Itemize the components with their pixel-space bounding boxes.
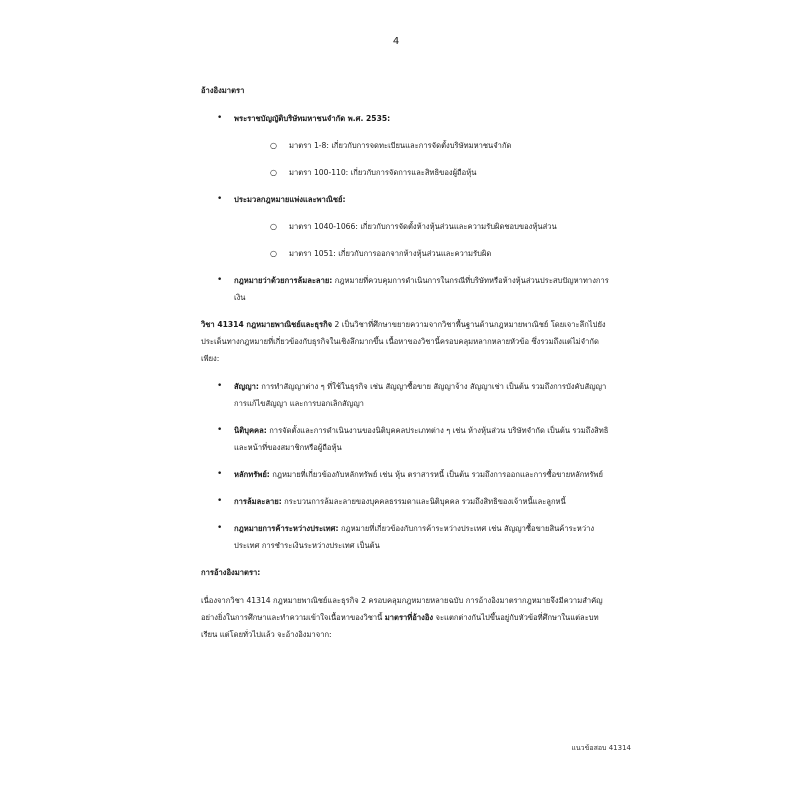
bullet-icon: •: [217, 194, 223, 204]
law-title: พระราชบัญญัติบริษัทมหาชนจำกัด พ.ศ. 2535:: [234, 114, 391, 123]
sub-list-item: [234, 218, 613, 235]
section-heading-references: อ้างอิงมาตรา: [201, 86, 245, 95]
topic-title: นิติบุคคล:: [234, 426, 267, 435]
page-content: [201, 82, 613, 654]
sub-item-text: มาตรา 1051: เกี่ยวกับการออกจากห้างหุ้นส่วนและความรับผิด: [289, 249, 492, 258]
circle-bullet-icon: ○: [270, 141, 277, 150]
circle-bullet-icon: ○: [270, 222, 277, 231]
course-intro-paragraph: [201, 316, 613, 367]
sub-list: [234, 218, 613, 262]
sub-list-item: [234, 137, 613, 154]
citation-text-end: จะแตกต่างกันไปขึ้นอยู่กับหัวข้อที่ศึกษาในแต่ละบทเรียน แต่โดยทั่วไปแล้ว จะอ้างอิงมาจาก:: [201, 613, 599, 639]
bullet-icon: •: [217, 425, 223, 435]
bullet-icon: •: [217, 275, 223, 285]
list-item: [201, 110, 613, 181]
bullet-icon: •: [217, 523, 223, 533]
sub-list-item: [234, 245, 613, 262]
list-item: [201, 422, 613, 456]
course-name: วิชา 41314 กฎหมายพาณิชย์และธุรกิจ: [201, 320, 333, 329]
sub-list-item: [234, 164, 613, 181]
sub-list: [234, 137, 613, 181]
citation-text: เนื่องจากวิชา 41314 กฎหมายพาณิชย์และธุรกิจ 2 ครอบคลุมกฎหมายหลายฉบับ การอ้างอิงมาตรากฎหมายจึงมีความสำคัญอย่างยิ่งในการศึกษาและทำความเข้าใจเนื้อหาของวิชานี้: [201, 596, 603, 622]
page-footer: แนวข้อสอบ 41314: [571, 744, 631, 752]
section-heading-citation: การอ้างอิงมาตรา:: [201, 568, 261, 577]
circle-bullet-icon: ○: [270, 168, 277, 177]
topic-description: กฎหมายที่เกี่ยวข้องกับการค้าระหว่างประเทศ เช่น สัญญาซื้อขายสินค้าระหว่างประเทศ การชำระเงินระหว่างประเทศ เป็นต้น: [234, 524, 595, 550]
law-title: ประมวลกฎหมายแพ่งและพาณิชย์:: [234, 195, 346, 204]
topics-list: [201, 378, 613, 554]
bullet-icon: •: [217, 113, 223, 123]
list-item: [201, 466, 613, 483]
law-references-list: [201, 110, 613, 306]
circle-bullet-icon: ○: [270, 249, 277, 258]
topic-title: การล้มละลาย:: [234, 497, 282, 506]
sub-item-text: มาตรา 100-110: เกี่ยวกับการจัดการและสิทธิของผู้ถือหุ้น: [289, 168, 477, 177]
list-item: [201, 191, 613, 262]
topic-description: กระบวนการล้มละลายของบุคคลธรรมดาและนิติบุคคล รวมถึงสิทธิของเจ้าหนี้และลูกหนี้: [281, 497, 566, 506]
course-intro-text: 2 เป็นวิชาที่ศึกษาขยายความจากวิชาพื้นฐานด้านกฎหมายพาณิชย์ โดยเจาะลึกไปยังประเด็นทางกฎหมายที่เกี่ยวข้องกับธุรกิจในเชิงลึกมากขึ้น เนื้อหาของวิชานี้ครอบคลุมหลากหลายหัวข้อ ซึ่งรวมถึงแต่ไม่จำกัดเพียง:: [201, 320, 606, 363]
citation-emphasis: มาตราที่อ้างอิง: [384, 613, 434, 622]
bullet-icon: •: [217, 381, 223, 391]
topic-description: กฎหมายที่เกี่ยวข้องกับหลักทรัพย์ เช่น หุ้น ตราสารหนี้ เป็นต้น รวมถึงการออกและการซื้อขายหลักทรัพย์: [269, 470, 603, 479]
topic-title: หลักทรัพย์:: [234, 470, 270, 479]
bullet-icon: •: [217, 496, 223, 506]
list-item: [201, 272, 613, 306]
topic-title: สัญญา:: [234, 382, 259, 391]
topic-description: การทำสัญญาต่าง ๆ ที่ใช้ในธุรกิจ เช่น สัญญาซื้อขาย สัญญาจ้าง สัญญาเช่า เป็นต้น รวมถึงการบังคับสัญญา การแก้ไขสัญญา และการบอกเลิกสัญญา: [234, 382, 607, 408]
list-item: [201, 493, 613, 510]
law-title: กฎหมายว่าด้วยการล้มละลาย:: [234, 276, 333, 285]
list-item: [201, 520, 613, 554]
law-description: กฎหมายที่ควบคุมการดำเนินการในกรณีที่บริษัทหรือห้างหุ้นส่วนประสบปัญหาทางการเงิน: [234, 276, 609, 302]
citation-paragraph: [201, 592, 613, 643]
page-number: 4: [392, 36, 400, 47]
sub-item-text: มาตรา 1040-1066: เกี่ยวกับการจัดตั้งห้างหุ้นส่วนและความรับผิดชอบของหุ้นส่วน: [289, 222, 557, 231]
sub-item-text: มาตรา 1-8: เกี่ยวกับการจดทะเบียนและการจัดตั้งบริษัทมหาชนจำกัด: [289, 141, 512, 150]
topic-title: กฎหมายการค้าระหว่างประเทศ:: [234, 524, 339, 533]
topic-description: การจัดตั้งและการดำเนินงานของนิติบุคคลประเภทต่าง ๆ เช่น ห้างหุ้นส่วน บริษัทจำกัด เป็นต้น รวมถึงสิทธิและหน้าที่ของสมาชิกหรือผู้ถือหุ้น: [234, 426, 609, 452]
bullet-icon: •: [217, 469, 223, 479]
list-item: [201, 378, 613, 412]
